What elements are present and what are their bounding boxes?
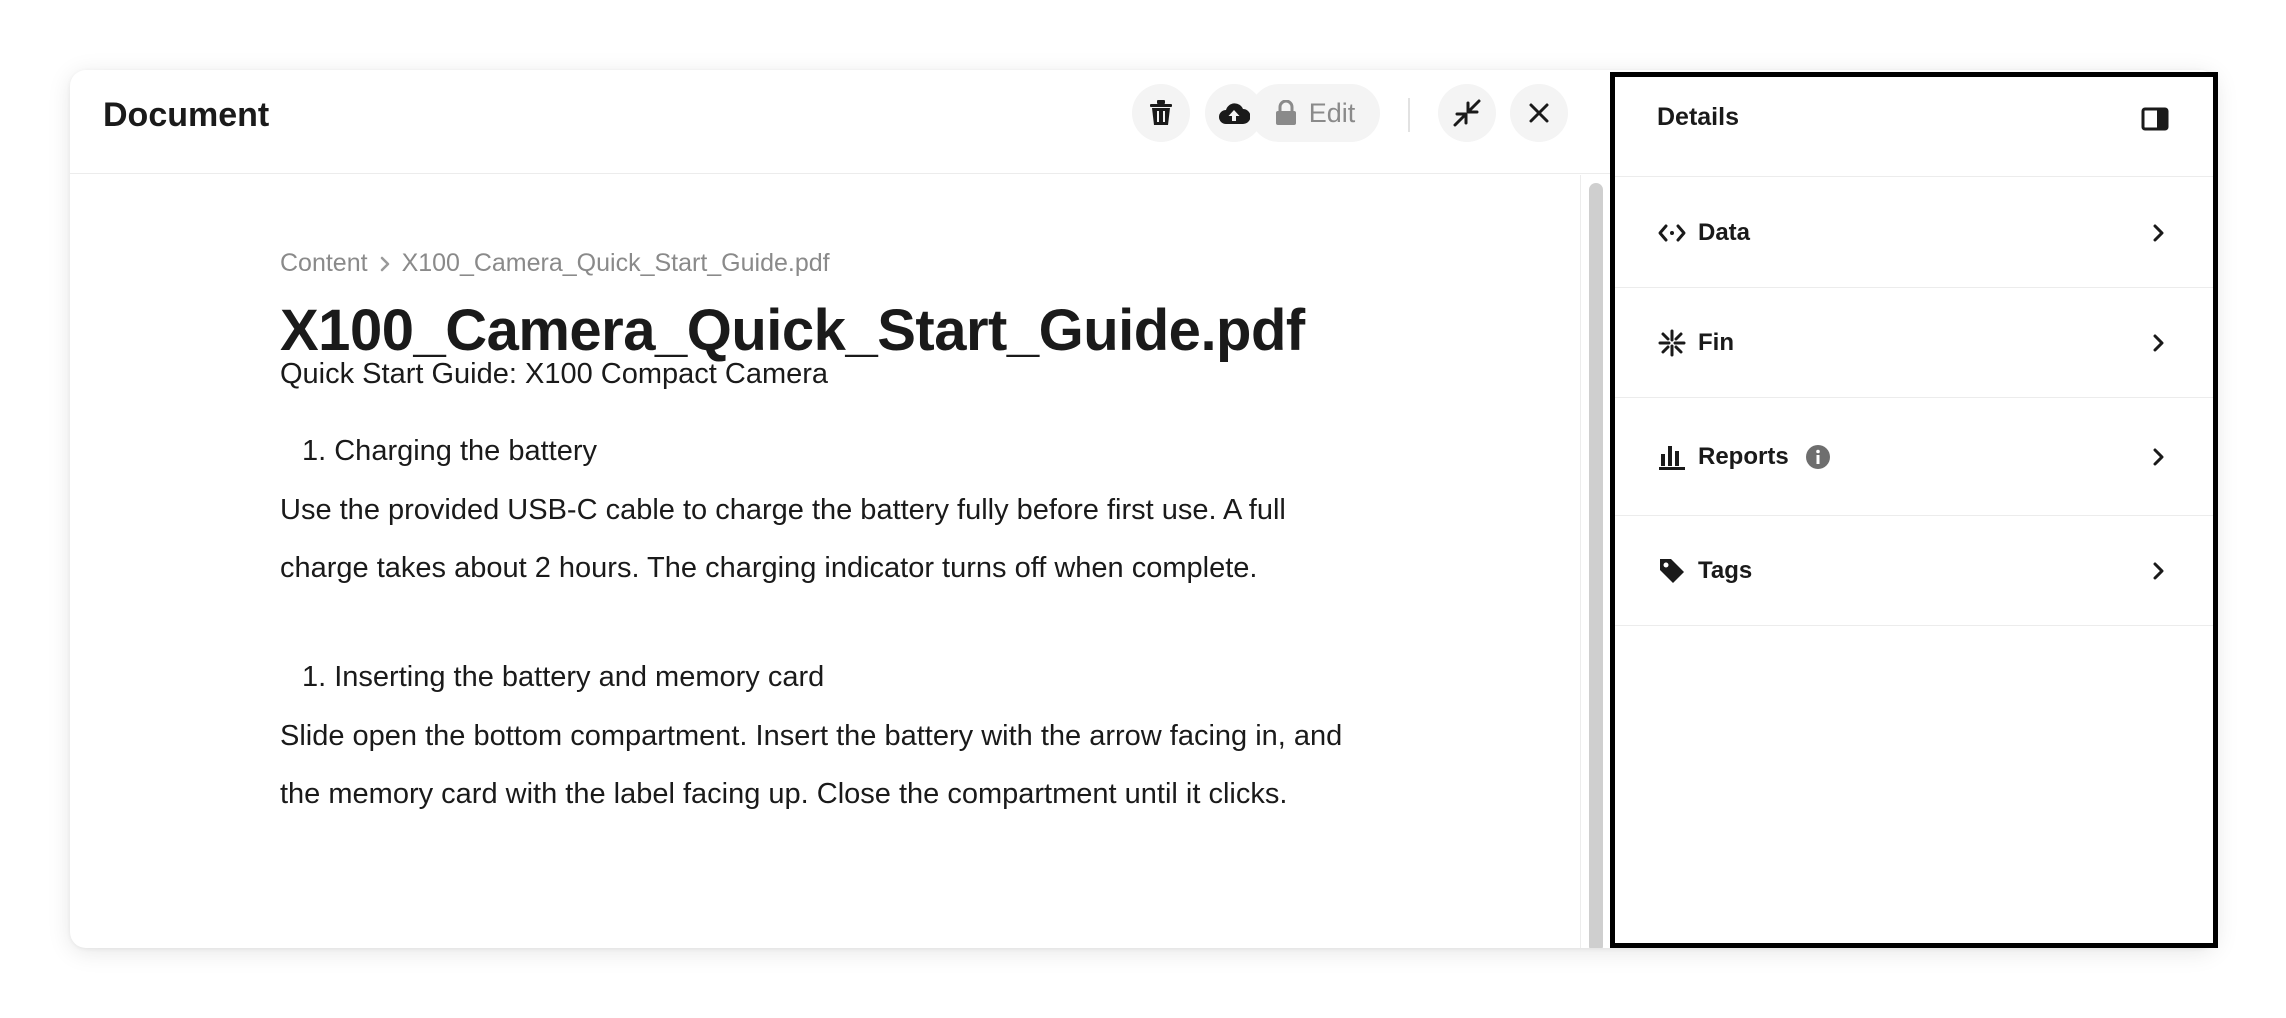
tag-icon [1657,556,1687,586]
trash-icon [1148,99,1174,127]
details-title: Details [1657,103,1739,131]
details-item-data[interactable] [1615,178,2213,288]
close-icon [1527,101,1551,125]
page-title: X100_Camera_Quick_Start_Guide.pdf [280,298,1305,363]
lock-icon [1275,100,1297,126]
breadcrumb-root[interactable]: Content [280,249,368,277]
document-intro: Quick Start Guide: X100 Compact Camera [280,358,829,390]
code-arrows-icon [1657,218,1687,248]
document-header [70,70,1610,174]
section-body-line: Slide open the bottom compartment. Insert the battery with the arrow facing in, and [280,720,1343,752]
bar-chart-icon [1657,442,1687,472]
section-body-line: charge takes about 2 hours. The charging indicator turns off when complete. [280,552,1258,584]
document-body [70,175,1580,948]
edit-label: Edit [1308,97,1356,128]
details-panel [1610,72,2218,948]
section-heading: 1. Inserting the battery and memory card [302,661,825,693]
edit-button[interactable] [1250,84,1380,142]
collapse-button[interactable] [1438,84,1496,142]
chevron-right-icon [2148,332,2170,354]
header-divider [1408,98,1410,132]
details-item-label: Tags [1698,557,1753,584]
sidebar-panel-icon[interactable] [2140,104,2170,134]
close-button[interactable] [1510,84,1568,142]
details-item-reports[interactable] [1615,398,2213,516]
details-header [1615,77,2213,177]
chevron-right-icon [2148,222,2170,244]
section-body-line: the memory card with the label facing up. Close the compartment until it clicks. [280,778,1288,810]
chevron-right-icon [2148,560,2170,582]
collapse-icon [1453,99,1481,127]
header-title: Document [103,96,270,134]
chevron-right-icon [2148,446,2170,468]
details-item-label: Reports [1698,443,1789,470]
section-heading: 1. Charging the battery [302,435,598,467]
section-body-line: Use the provided USB-C cable to charge the battery fully before first use. A full [280,494,1286,526]
delete-button[interactable] [1132,84,1190,142]
breadcrumb-current: X100_Camera_Quick_Start_Guide.pdf [401,249,830,277]
scrollbar-thumb[interactable] [1589,183,1603,948]
breadcrumb [280,249,830,278]
details-item-fin[interactable] [1615,288,2213,398]
info-icon[interactable] [1805,444,1831,470]
scrollbar-track[interactable] [1580,175,1610,948]
chevron-right-icon [378,255,392,273]
cloud-upload-icon [1218,100,1250,126]
details-item-tags[interactable] [1615,516,2213,626]
fin-sparkle-icon [1657,328,1687,358]
details-item-label: Fin [1698,329,1734,356]
details-item-label: Data [1698,219,1751,246]
